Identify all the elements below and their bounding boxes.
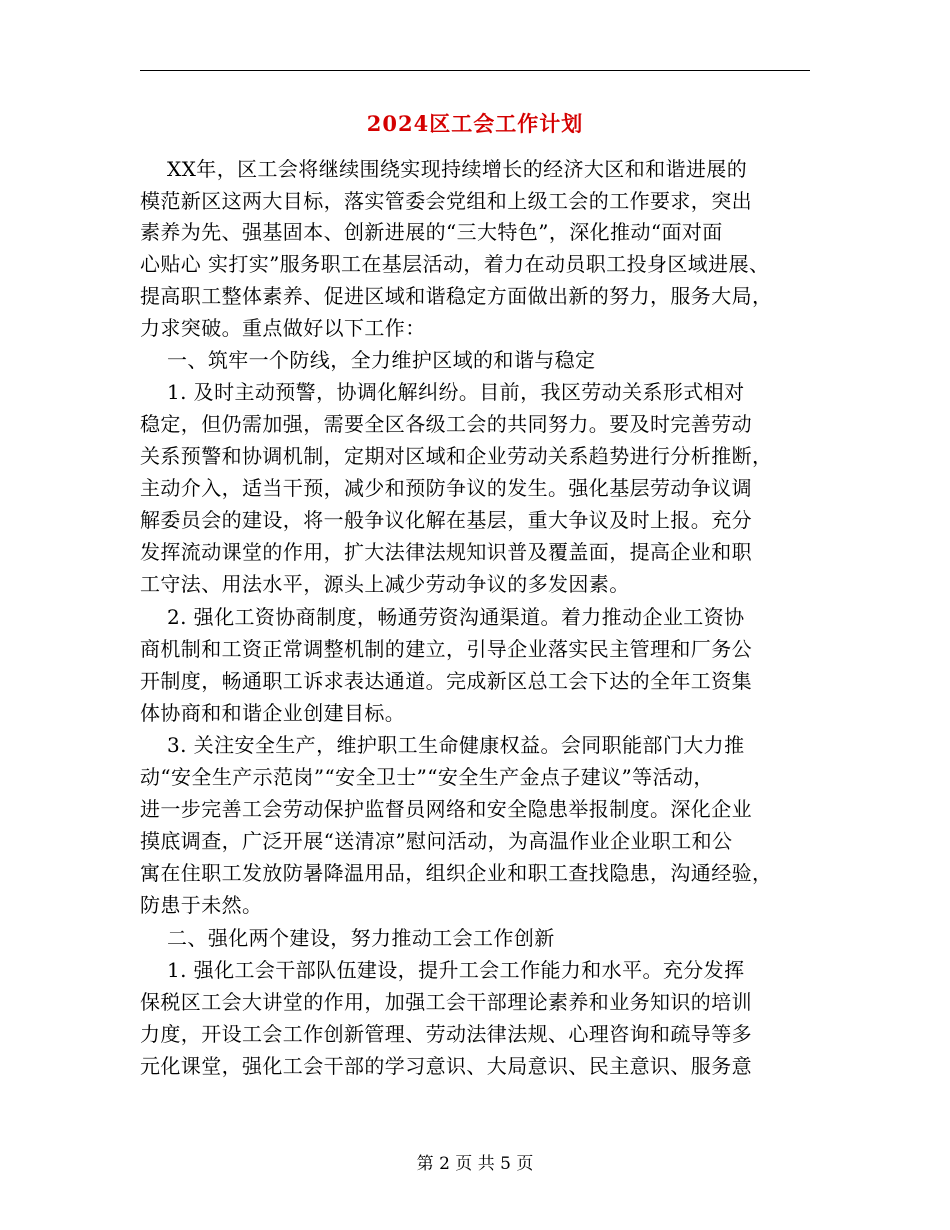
body-line: 发挥流动课堂的作用，扩大法律法规知识普及覆盖面，提高企业和职 (140, 540, 752, 564)
body-line: 开制度，畅通职工诉求表达通道。完成新区总工会下达的全年工资集 (140, 669, 752, 693)
body-line: 主动介入，适当干预，减少和预防争议的发生。强化基层劳动争议调 (140, 476, 752, 500)
body-line: 体协商和和谐企业创建目标。 (140, 701, 406, 725)
body-line: 提高职工整体素养、促进区域和谐稳定方面做出新的努力，服务大局， (140, 284, 773, 308)
body-line: 模范新区这两大目标，落实管委会党组和上级工会的工作要求，突出 (140, 189, 752, 213)
body-line: 进一步完善工会劳动保护监督员网络和安全隐患举报制度。深化企业 (140, 797, 752, 821)
body-line: 解委员会的建设，将一般争议化解在基层，重大争议及时上报。充分 (140, 508, 752, 532)
body-line: 寓在住职工发放防暑降温用品，组织企业和职工查找隐患，沟通经验， (140, 861, 773, 885)
body-line: 关系预警和协调机制，定期对区域和企业劳动关系趋势进行分析推断， (140, 444, 773, 468)
body-line: 保税区工会大讲堂的作用，加强工会干部理论素养和业务知识的培训 (140, 990, 752, 1014)
body-line: 1. 强化工会干部队伍建设，提升工会工作能力和水平。充分发挥 (140, 958, 745, 982)
body-line: 二、强化两个建设，努力推动工会工作创新 (140, 926, 555, 950)
page-footer: 第 2 页 共 5 页 (416, 1154, 534, 1174)
body-line: 动“安全生产示范岗”“安全卫士”“安全生产金点子建议”等活动， (140, 765, 714, 789)
body-line: 防患于未然。 (140, 893, 263, 917)
document-title: 2024区工会工作计划 (366, 111, 584, 136)
body-line: 工守法、用法水平，源头上减少劳动争议的多发因素。 (140, 572, 630, 596)
body-line: 力度，开设工会工作创新管理、劳动法律法规、心理咨询和疏导等多 (140, 1022, 752, 1046)
body-line: 一、筑牢一个防线，全力维护区域的和谐与稳定 (140, 348, 596, 372)
body-line: 力求突破。重点做好以下工作： (140, 316, 426, 340)
header-rule (140, 70, 810, 71)
body-line: 3. 关注安全生产，维护职工生命健康权益。会同职能部门大力推 (140, 733, 745, 757)
body-line: 2. 强化工资协商制度，畅通劳资沟通渠道。着力推动企业工资协 (140, 605, 745, 629)
body-line: 1. 及时主动预警，协调化解纠纷。目前，我区劳动关系形式相对 (140, 380, 745, 404)
body-line: 商机制和工资正常调整机制的建立，引导企业落实民主管理和厂务公 (140, 637, 752, 661)
body-line: XX年，区工会将继续围绕实现持续增长的经济大区和和谐进展的 (140, 157, 748, 181)
body-line: 心贴心 实打实”服务职工在基层活动，着力在动员职工投身区域进展、 (140, 252, 770, 276)
body-line: 素养为先、强基固本、创新进展的“三大特色”，深化推动“面对面 (140, 220, 723, 244)
body-line: 稳定，但仍需加强，需要全区各级工会的共同努力。要及时完善劳动 (140, 412, 752, 436)
body-line: 元化课堂，强化工会干部的学习意识、大局意识、民主意识、服务意 (140, 1054, 752, 1078)
body-line: 摸底调查，广泛开展“送清凉”慰问活动，为高温作业企业职工和公 (140, 829, 733, 853)
